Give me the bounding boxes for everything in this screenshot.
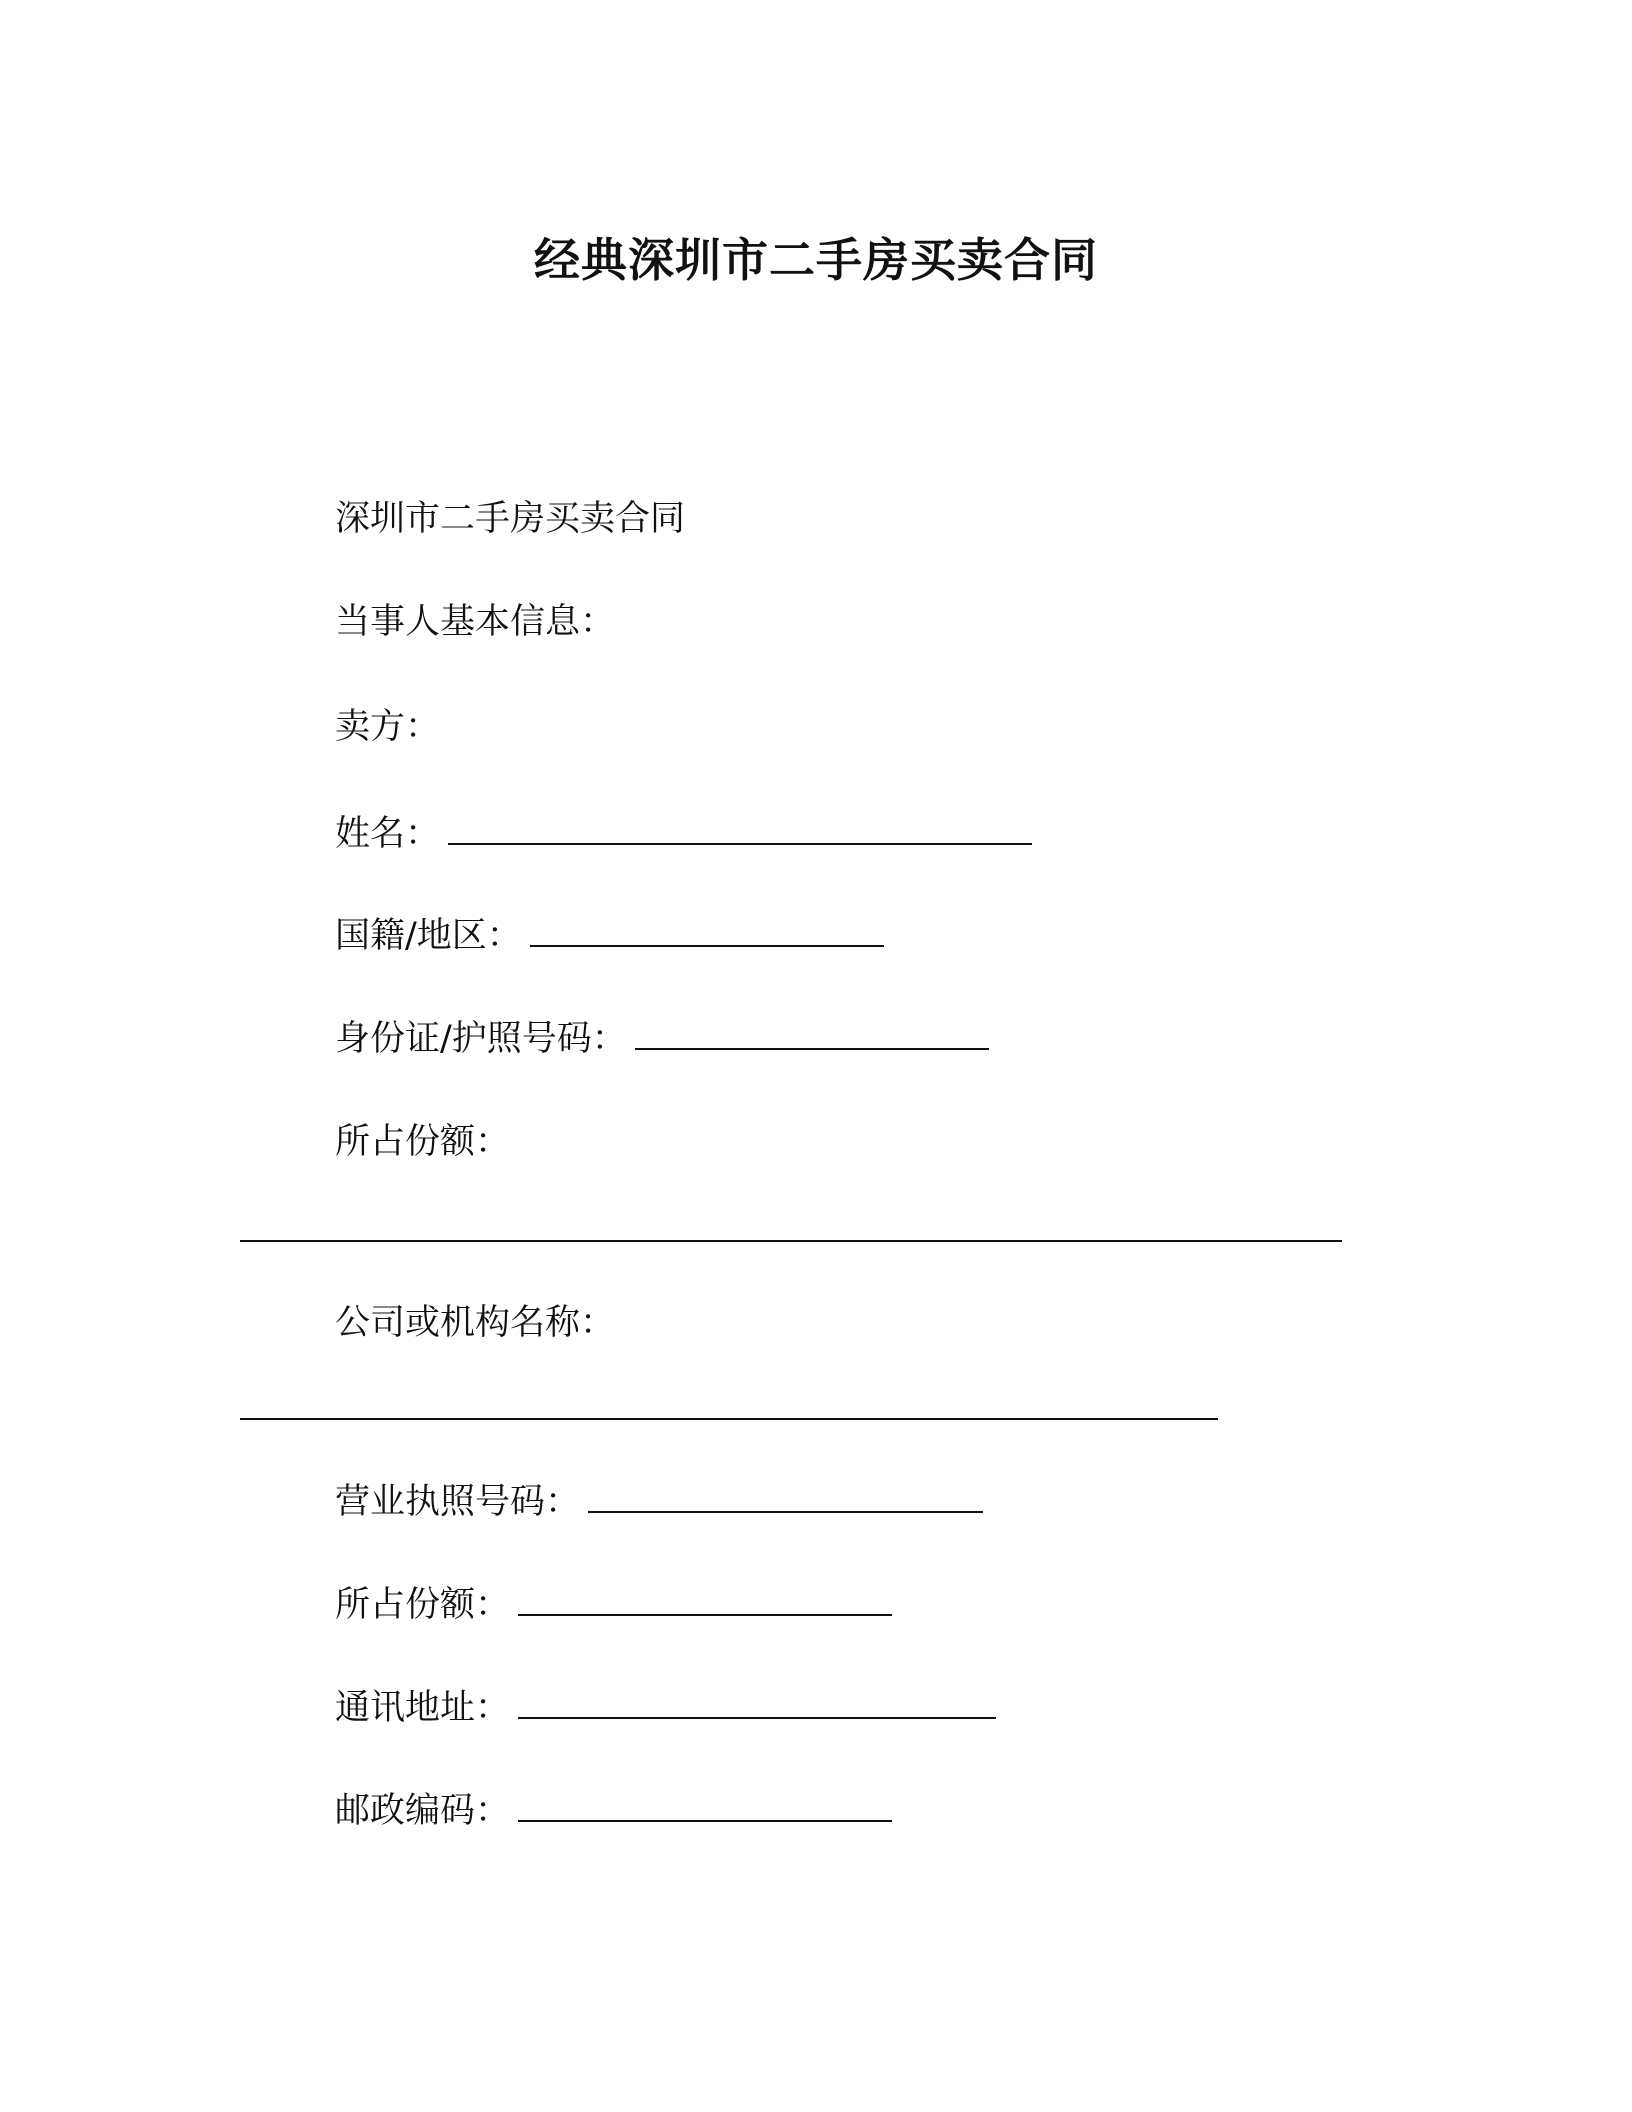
postal-code-field-label: 邮政编码： [335, 1791, 511, 1831]
name-field-row [335, 812, 1032, 856]
address-field-row [335, 1686, 996, 1730]
share-field-label: 所占份额： [335, 1122, 511, 1162]
company-name-field-label: 公司或机构名称： [335, 1303, 616, 1343]
company-share-field-label: 所占份额： [335, 1585, 511, 1625]
postal-code-field-row [335, 1789, 892, 1833]
nationality-field-row [335, 914, 884, 958]
name-field-label: 姓名： [335, 814, 441, 854]
id-passport-field-label: 身份证/护照号码： [335, 1019, 627, 1059]
seller-heading: 卖方： [335, 707, 441, 747]
address-field-label: 通讯地址： [335, 1688, 511, 1728]
company-share-field-blank[interactable] [518, 1584, 892, 1616]
document-title: 经典深圳市二手房买卖合同 [534, 233, 1098, 287]
section-parties-heading: 当事人基本信息： [335, 602, 616, 642]
business-license-field-row [335, 1480, 983, 1524]
contract-subtitle: 深圳市二手房买卖合同 [335, 499, 686, 539]
company-name-field-blank[interactable] [240, 1418, 1218, 1420]
company-share-field-row [335, 1583, 892, 1627]
business-license-field-label: 营业执照号码： [335, 1482, 581, 1522]
share-field-blank[interactable] [240, 1240, 1342, 1242]
postal-code-field-blank[interactable] [518, 1790, 892, 1822]
id-passport-field-blank[interactable] [635, 1018, 989, 1050]
address-field-blank[interactable] [518, 1687, 996, 1719]
nationality-field-blank[interactable] [530, 915, 884, 947]
name-field-blank[interactable] [448, 813, 1032, 845]
id-passport-field-row [335, 1017, 989, 1061]
nationality-field-label: 国籍/地区： [335, 916, 522, 956]
business-license-field-blank[interactable] [588, 1481, 983, 1513]
